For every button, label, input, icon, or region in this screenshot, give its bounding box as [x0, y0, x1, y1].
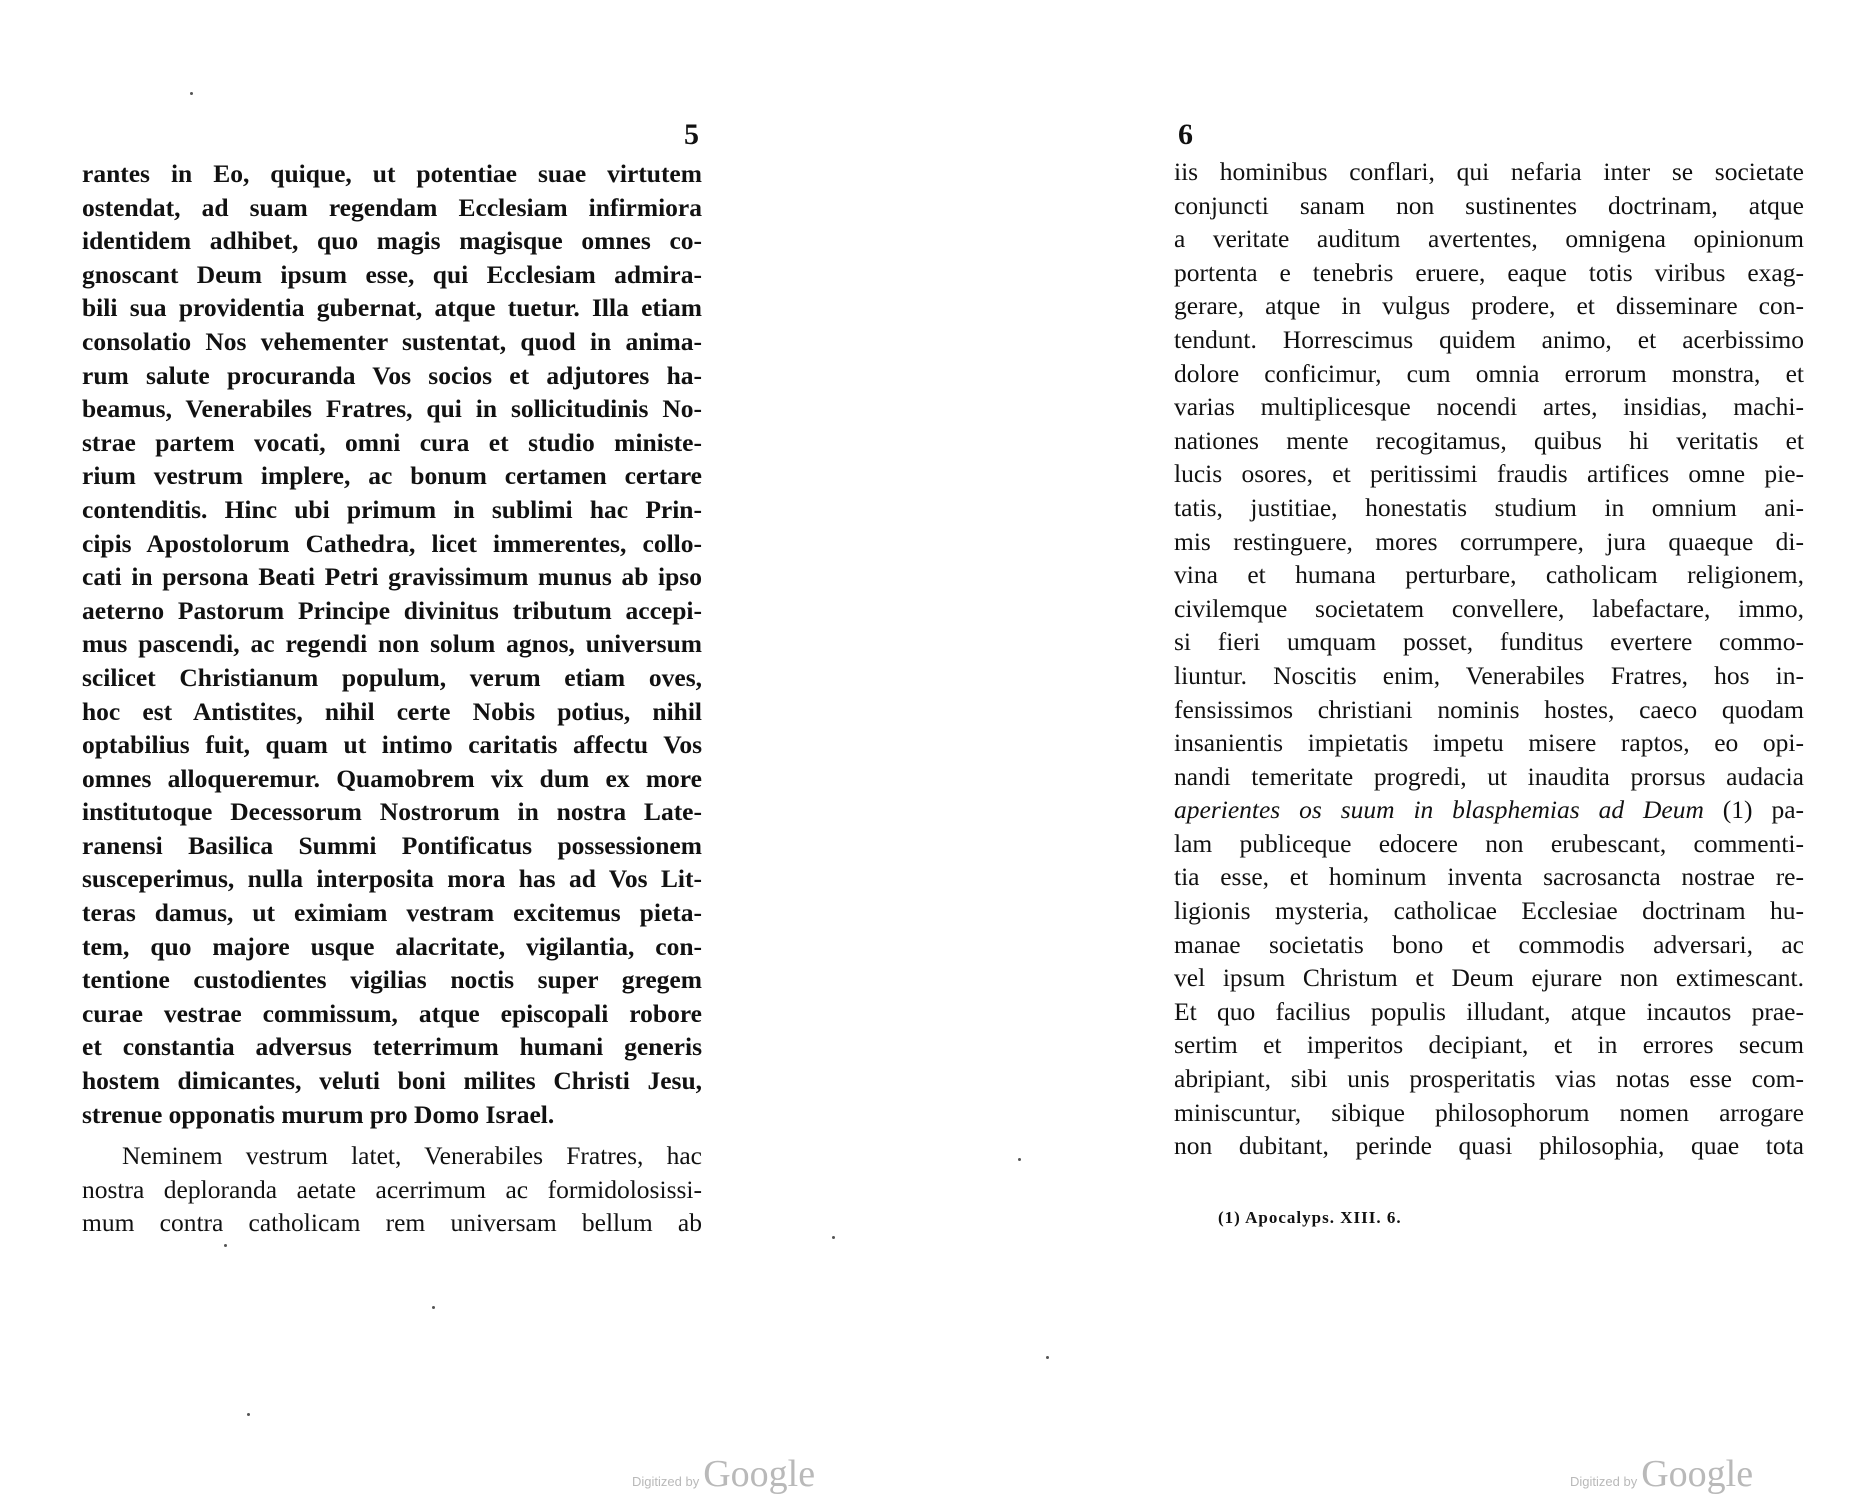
text-line: rium vestrum implere, ac bonum certamen certare	[82, 461, 702, 491]
scan-speck	[224, 1244, 227, 1247]
text-line: ranensi Basilica Summi Pontificatus possessionem	[82, 830, 702, 860]
right-page	[934, 0, 1868, 1501]
text-line: tem, quo majore usque alacritate, vigilantia, con-	[82, 931, 702, 961]
text-line: vina et humana perturbare, catholicam religionem,	[1174, 560, 1804, 590]
text-line: vel ipsum Christum et Deum ejurare non extimescant.	[1174, 963, 1804, 993]
scan-speck	[1018, 1158, 1021, 1161]
text-line: rum salute procuranda Vos socios et adjutores ha-	[82, 360, 702, 390]
text-line: sertim et imperitos decipiant, et in errores secum	[1174, 1030, 1804, 1060]
google-logo: Google	[1641, 1453, 1754, 1495]
text-line: manae societatis bono et commodis adversari, ac	[1174, 929, 1804, 959]
text-line: ligionis mysteria, catholicae Ecclesiae doctrinam hu-	[1174, 896, 1804, 926]
text-line: ostendat, ad suam regendam Ecclesiam infirmiora	[82, 192, 702, 222]
scan-speck	[432, 1306, 435, 1309]
text-line: non dubitant, perinde quasi philosophia, quae tota	[1174, 1131, 1804, 1161]
text-line: varias multiplicesque nocendi artes, insidias, machi-	[1174, 392, 1804, 422]
text-line: cati in persona Beati Petri gravissimum munus ab ipso	[82, 562, 702, 592]
text-line: conjuncti sanam non sustinentes doctrinam, atque	[1174, 190, 1804, 220]
text-line: curae vestrae commissum, atque episcopali robore	[82, 998, 702, 1028]
scan-speck	[1046, 1356, 1049, 1359]
text-line: abripiant, sibi unis prosperitatis vias notas esse com-	[1174, 1064, 1804, 1094]
text-line: iis hominibus conflari, qui nefaria inter se societate	[1174, 157, 1804, 186]
text-line: portenta e tenebris eruere, eaque totis viribus exag-	[1174, 257, 1804, 287]
text-line: Et quo facilius populis illudant, atque incautos prae-	[1174, 996, 1804, 1026]
watermark-small-text: Digitized by	[632, 1474, 700, 1489]
text-line: cipis Apostolorum Cathedra, licet immerentes, collo-	[82, 528, 702, 558]
text-line: institutoque Decessorum Nostrorum in nostra Late-	[82, 797, 702, 827]
text-line: tia esse, et hominum inventa sacrosancta nostrae re-	[1174, 862, 1804, 892]
text-line: mum contra catholicam rem universam bellum ab	[82, 1208, 702, 1238]
text-line: lam publiceque edocere non erubescant, commenti-	[1174, 828, 1804, 858]
text-line: strae partem vocati, omni cura et studio ministe-	[82, 427, 702, 457]
text-line: nostra deploranda aetate acerrimum ac formidolosissi-	[82, 1174, 702, 1204]
google-logo: Google	[703, 1453, 816, 1495]
text-line: contenditis. Hinc ubi primum in sublimi hac Prin-	[82, 494, 702, 524]
text-line: a veritate auditum avertentes, omnigena opinionum	[1174, 224, 1804, 254]
text-line: si fieri umquam posset, funditus evertere commo-	[1174, 627, 1804, 657]
text-line: optabilius fuit, quam ut intimo caritatis affectu Vos	[82, 730, 702, 760]
left-text-block	[82, 157, 702, 1240]
text-line: tentione custodientes vigilias noctis super gregem	[82, 965, 702, 995]
text-line: susceperimus, nulla interposita mora has ad Vos Lit-	[82, 864, 702, 894]
text-line: mis restinguere, mores corrumpere, jura quaeque di-	[1174, 526, 1804, 556]
text-line: lucis osores, et peritissimi fraudis artifices omne pie-	[1174, 459, 1804, 489]
page-number-left: 5	[684, 118, 699, 151]
text-line: hoc est Antistites, nihil certe Nobis potius, nihil	[82, 696, 702, 726]
text-line: mus pascendi, ac regendi non solum agnos, universum	[82, 629, 702, 659]
footnote: (1) Apocalyps. XIII. 6.	[1218, 1208, 1402, 1227]
text-line: Neminem vestrum latet, Venerabiles Fratres, hac	[122, 1141, 702, 1171]
text-line: civilemque societatem convellere, labefactare, immo,	[1174, 593, 1804, 623]
text-line: aeterno Pastorum Principe divinitus tributum accepi-	[82, 595, 702, 625]
text-line: consolatio Nos vehementer sustentat, quod in anima-	[82, 326, 702, 356]
text-line: liuntur. Noscitis enim, Venerabiles Fratres, hos in-	[1174, 660, 1804, 690]
text-line: bili sua providentia gubernat, atque tuetur. Illa etiam	[82, 293, 702, 323]
page-number-right: 6	[1178, 118, 1193, 151]
text-line: et constantia adversus teterrimum humani generis	[82, 1032, 702, 1062]
text-line: gerare, atque in vulgus prodere, et disseminare con-	[1174, 291, 1804, 321]
right-text-block	[1174, 155, 1804, 1163]
text-line: miniscuntur, sibique philosophorum nomen arrogare	[1174, 1097, 1804, 1127]
text-line: fensissimos christiani nominis hostes, caeco quodam	[1174, 694, 1804, 724]
text-line: dolore conficimur, cum omnia errorum monstra, et	[1174, 358, 1804, 388]
text-line: teras damus, ut eximiam vestram excitemus pieta-	[82, 898, 702, 928]
digitized-by-google-watermark	[632, 1452, 815, 1496]
scan-speck	[832, 1236, 835, 1239]
text-line: nandi temeritate progredi, ut inaudita prorsus audacia	[1174, 761, 1804, 791]
digitized-by-google-watermark	[1570, 1452, 1753, 1496]
text-line: tendunt. Horrescimus quidem animo, et acerbissimo	[1174, 324, 1804, 354]
text-line: nationes mente recogitamus, quibus hi veritatis et	[1174, 425, 1804, 455]
scan-speck	[247, 1413, 250, 1416]
watermark-small-text: Digitized by	[1570, 1474, 1638, 1489]
text-line: beamus, Venerabiles Fratres, qui in sollicitudinis No-	[82, 394, 702, 424]
text-line: strenue opponatis murum pro Domo Israel.	[82, 1099, 555, 1129]
italic-citation: aperientes os suum in blasphemias ad Deum	[1174, 795, 1704, 825]
text-line: gnoscant Deum ipsum esse, qui Ecclesiam admira-	[82, 259, 702, 289]
text-line: scilicet Christianum populum, verum etiam oves,	[82, 662, 702, 692]
italic-line-suffix: (1) pa-	[1703, 795, 1805, 825]
text-line: hostem dimicantes, veluti boni milites Christi Jesu,	[82, 1066, 702, 1096]
text-line: insanientis impietatis impetu misere raptos, eo opi-	[1174, 728, 1804, 758]
text-line: identidem adhibet, quo magis magisque omnes co-	[82, 226, 702, 256]
scan-speck	[190, 92, 193, 95]
text-line-with-italic	[1174, 793, 1804, 827]
text-line: omnes alloqueremur. Quamobrem vix dum ex more	[82, 763, 702, 793]
text-line: rantes in Eo, quique, ut potentiae suae virtutem	[82, 159, 702, 188]
text-line: tatis, justitiae, honestatis studium in omnium ani-	[1174, 492, 1804, 522]
